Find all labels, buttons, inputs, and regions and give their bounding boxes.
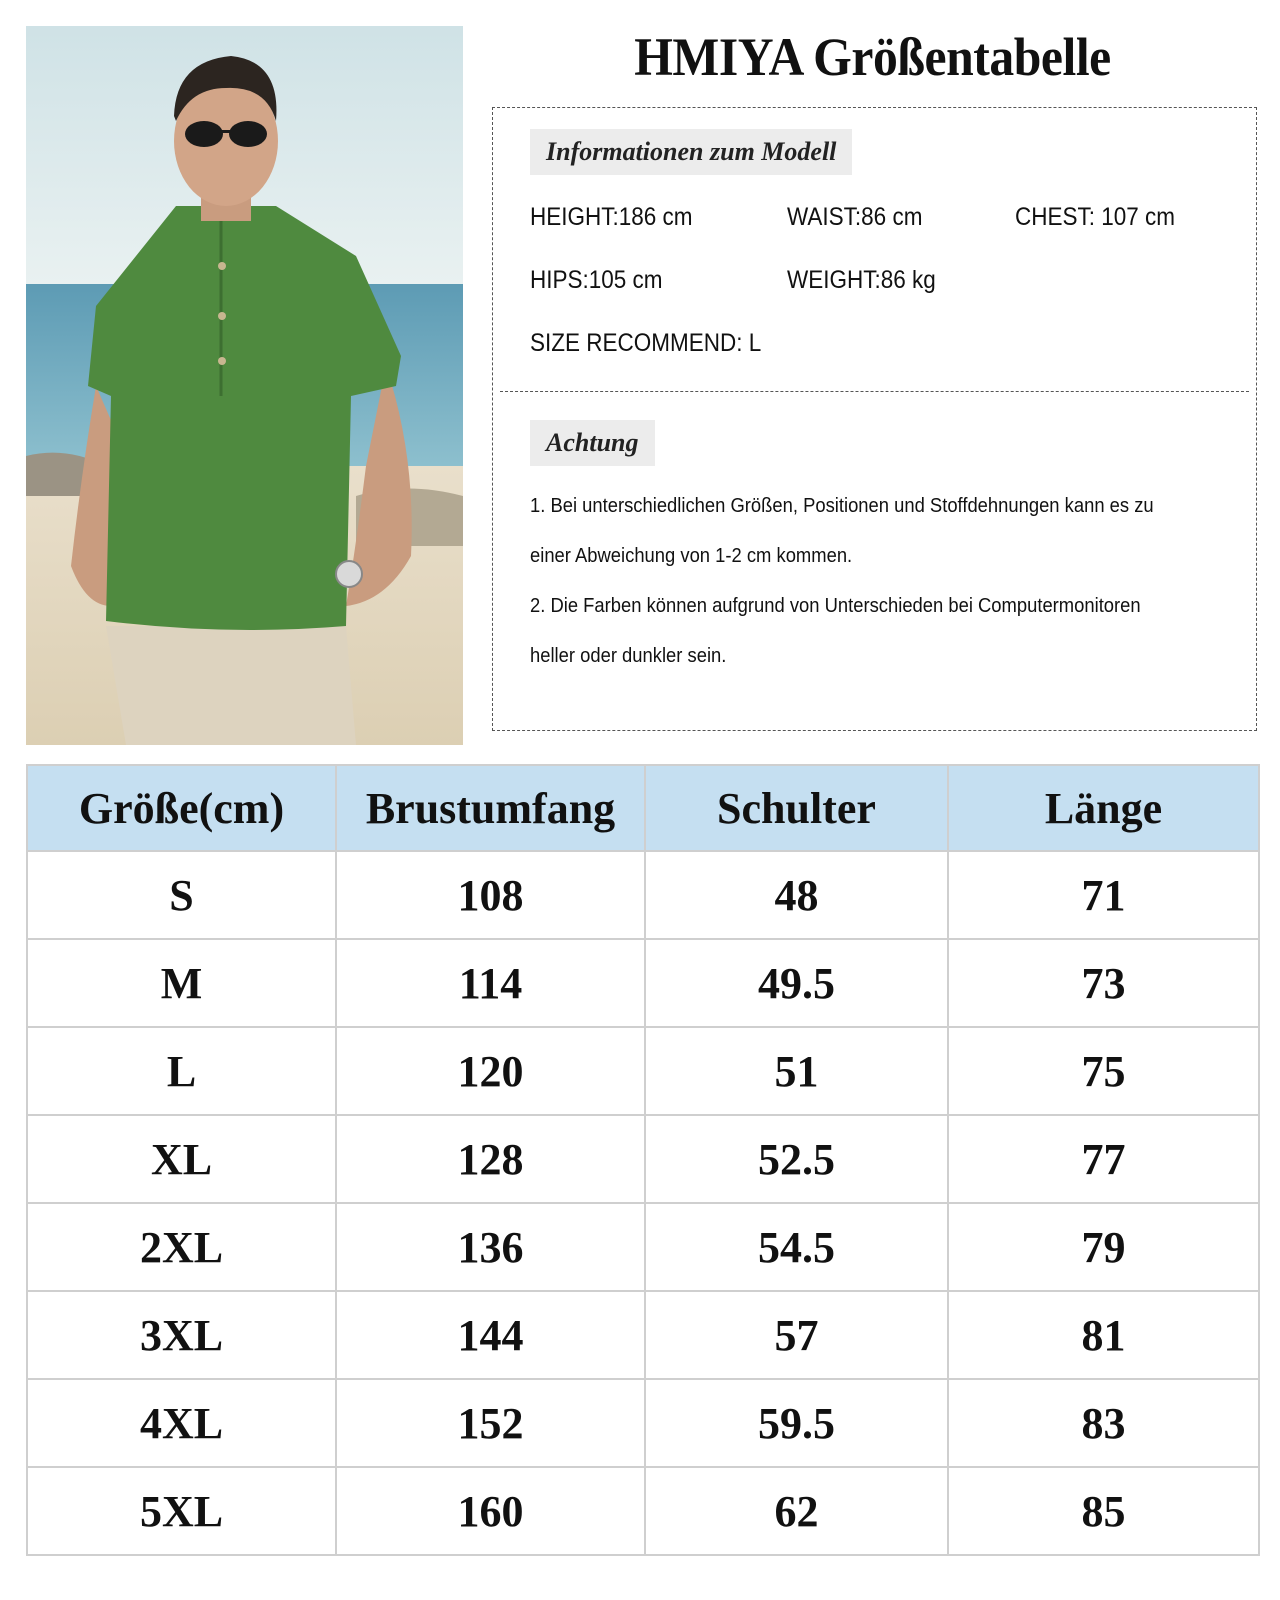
attention-line-3: 2. Die Farben können aufgrund von Unterschieden bei Computermonitoren (530, 595, 1141, 617)
table-row (27, 1379, 1259, 1467)
table-row (27, 1115, 1259, 1203)
cell-length: 79 (948, 1203, 1259, 1291)
model-weight: WEIGHT:86 kg (787, 266, 936, 294)
attention-label: Achtung (530, 420, 655, 466)
cell-size: 5XL (27, 1467, 336, 1555)
cell-chest: 108 (336, 851, 645, 939)
cell-chest: 144 (336, 1291, 645, 1379)
cell-length: 77 (948, 1115, 1259, 1203)
attention-line-4: heller oder dunkler sein. (530, 645, 727, 667)
cell-length: 85 (948, 1467, 1259, 1555)
table-row (27, 1291, 1259, 1379)
cell-size: 3XL (27, 1291, 336, 1379)
cell-size: M (27, 939, 336, 1027)
attention-line-2: einer Abweichung von 1-2 cm kommen. (530, 545, 853, 567)
header-shoulder: Schulter (645, 765, 948, 851)
cell-shoulder: 54.5 (645, 1203, 948, 1291)
table-row (27, 1027, 1259, 1115)
watch (336, 561, 362, 587)
table-row (27, 939, 1259, 1027)
cell-chest: 128 (336, 1115, 645, 1203)
model-chest: CHEST: 107 cm (1015, 203, 1176, 231)
header-length: Länge (948, 765, 1259, 851)
cell-shoulder: 57 (645, 1291, 948, 1379)
info-box (492, 107, 1257, 731)
cell-shoulder: 48 (645, 851, 948, 939)
cell-chest: 114 (336, 939, 645, 1027)
cell-shoulder: 49.5 (645, 939, 948, 1027)
model-hips: HIPS:105 cm (530, 266, 663, 294)
cell-shoulder: 62 (645, 1467, 948, 1555)
cell-size: S (27, 851, 336, 939)
size-table (26, 764, 1260, 1556)
cell-shoulder: 51 (645, 1027, 948, 1115)
cell-chest: 160 (336, 1467, 645, 1555)
size-recommend: SIZE RECOMMEND: L (530, 329, 762, 357)
model-waist: WAIST:86 cm (787, 203, 923, 231)
cell-size: L (27, 1027, 336, 1115)
model-info-label: Informationen zum Modell (530, 129, 852, 175)
section-divider (500, 391, 1249, 392)
cell-length: 83 (948, 1379, 1259, 1467)
cell-shoulder: 59.5 (645, 1379, 948, 1467)
table-header-row (27, 765, 1259, 851)
cell-length: 73 (948, 939, 1259, 1027)
cell-length: 81 (948, 1291, 1259, 1379)
model-photo (26, 26, 463, 745)
page-title: HMIYA Größentabelle (634, 27, 1111, 87)
table-row (27, 851, 1259, 939)
cell-size: XL (27, 1115, 336, 1203)
cell-length: 75 (948, 1027, 1259, 1115)
table-row (27, 1467, 1259, 1555)
cell-chest: 136 (336, 1203, 645, 1291)
cell-size: 4XL (27, 1379, 336, 1467)
model-height: HEIGHT:186 cm (530, 203, 693, 231)
cell-chest: 152 (336, 1379, 645, 1467)
pants (106, 626, 356, 745)
cell-chest: 120 (336, 1027, 645, 1115)
cell-shoulder: 52.5 (645, 1115, 948, 1203)
header-chest: Brustumfang (336, 765, 645, 851)
table-row (27, 1203, 1259, 1291)
model-illustration (26, 26, 463, 745)
attention-line-1: 1. Bei unterschiedlichen Größen, Positionen und Stoffdehnungen kann es zu (530, 495, 1154, 517)
cell-length: 71 (948, 851, 1259, 939)
header-size: Größe(cm) (27, 765, 336, 851)
cell-size: 2XL (27, 1203, 336, 1291)
